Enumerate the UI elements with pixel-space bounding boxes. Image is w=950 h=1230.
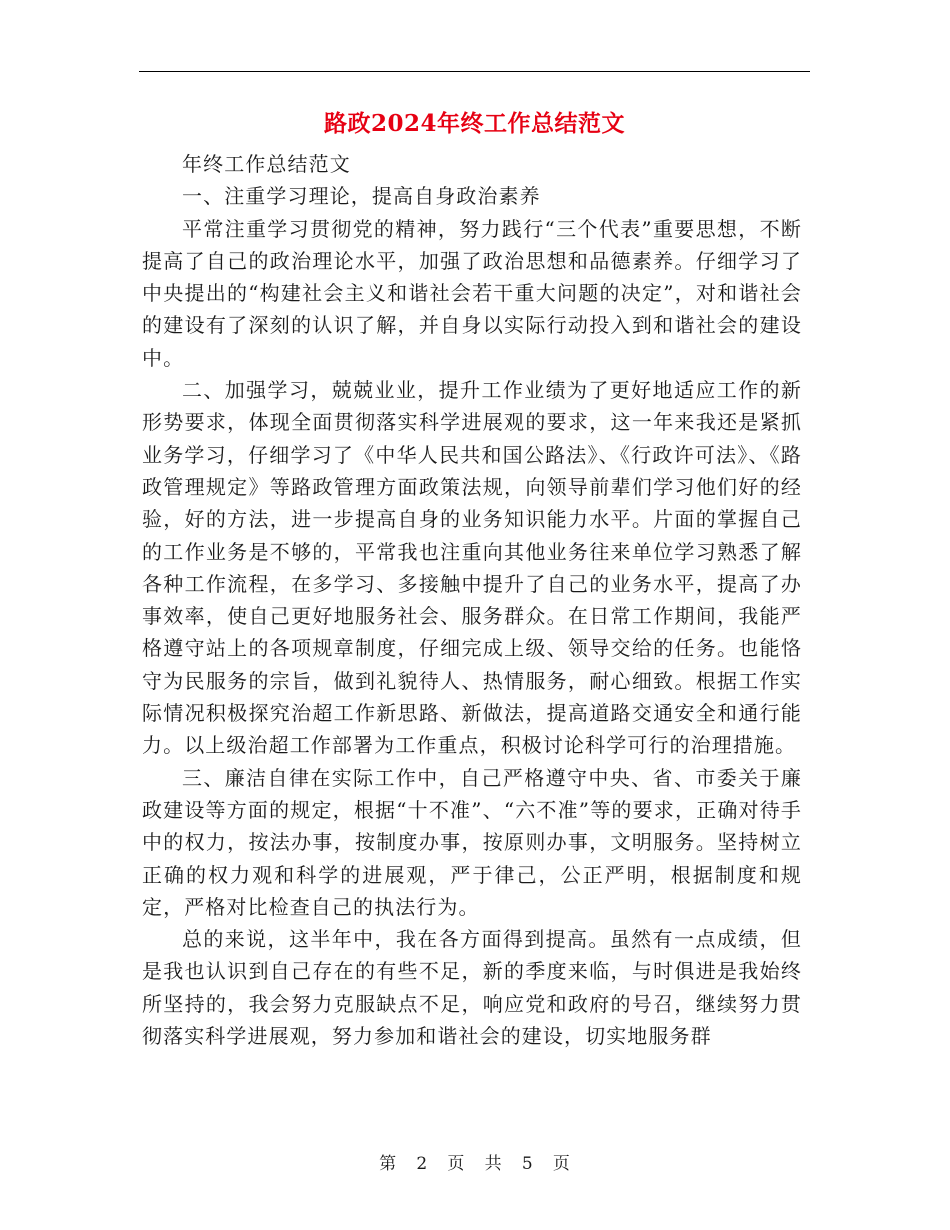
- document-body: [142, 148, 802, 1052]
- footer-label-total: 共: [484, 1154, 503, 1174]
- document-title: 路政2024年终工作总结范文: [323, 110, 625, 137]
- footer-label-page: 第: [379, 1154, 398, 1174]
- paragraph-section-2: 二、加强学习，兢兢业业，提升工作业绩为了更好地适应工作的新形势要求，体现全面贯彻落实科学进展观的要求，这一年来我还是紧抓业务学习，仔细学习了《中华人民共和国公路法》、《行政许可法》、《路政管理规定》等路政管理方面政策法规，向领导前辈们学习他们好的经验，好的方法，进一步提高自身的业务知识能力水平。片面的掌握自己的工作业务是不够的，平常我也注重向其他业务往来单位学习熟悉了解各种工作流程，在多学习、多接触中提升了自己的业务水平，提高了办事效率，使自己更好地服务社会、服务群众。在日常工作期间，我能严格遵守站上的各项规章制度，仔细完成上级、领导交给的任务。也能恪守为民服务的宗旨，做到礼貌待人、热情服务，耐心细致。根据工作实际情况积极探究治超工作新思路、新做法，提高道路交通安全和通行能力。以上级治超工作部署为工作重点，积极讨论科学可行的治理措施。: [142, 378, 802, 758]
- footer-total-pages: 5: [521, 1154, 534, 1174]
- footer-current-page: 2: [416, 1154, 429, 1174]
- paragraph-section-3: 三、廉洁自律在实际工作中，自己严格遵守中央、省、市委关于廉政建设等方面的规定，根据“十不准”、“六不准”等的要求，正确对待手中的权力，按法办事，按制度办事，按原则办事，文明服务。坚持树立正确的权力观和科学的进展观，严于律己，公正严明，根据制度和规定，严格对比检查自己的执法行为。: [142, 765, 802, 919]
- footer-label-total-unit: 页: [552, 1154, 571, 1174]
- page-footer: [0, 1152, 950, 1176]
- paragraph-section-1-body: 平常注重学习贯彻党的精神，努力践行“三个代表”重要思想，不断提高了自己的政治理论水平，加强了政治思想和品德素养。仔细学习了中央提出的“构建社会主义和谐社会若干重大问题的决定”，对和谐社会的建设有了深刻的认识了解，并自身以实际行动投入到和谐社会的建设中。: [142, 216, 802, 370]
- header-rule: [139, 71, 810, 72]
- paragraph-summary: 总的来说，这半年中，我在各方面得到提高。虽然有一点成绩，但是我也认识到自己存在的有些不足，新的季度来临，与时俱进是我始终所坚持的，我会努力克服缺点不足，响应党和政府的号召，继续努力贯彻落实科学进展观，努力参加和谐社会的建设，切实地服务群: [142, 927, 802, 1049]
- paragraph-section-heading-1: 一、注重学习理论，提高自身政治素养: [182, 184, 541, 209]
- paragraph-subtitle: 年终工作总结范文: [182, 152, 351, 176]
- footer-label-page-unit: 页: [447, 1154, 466, 1174]
